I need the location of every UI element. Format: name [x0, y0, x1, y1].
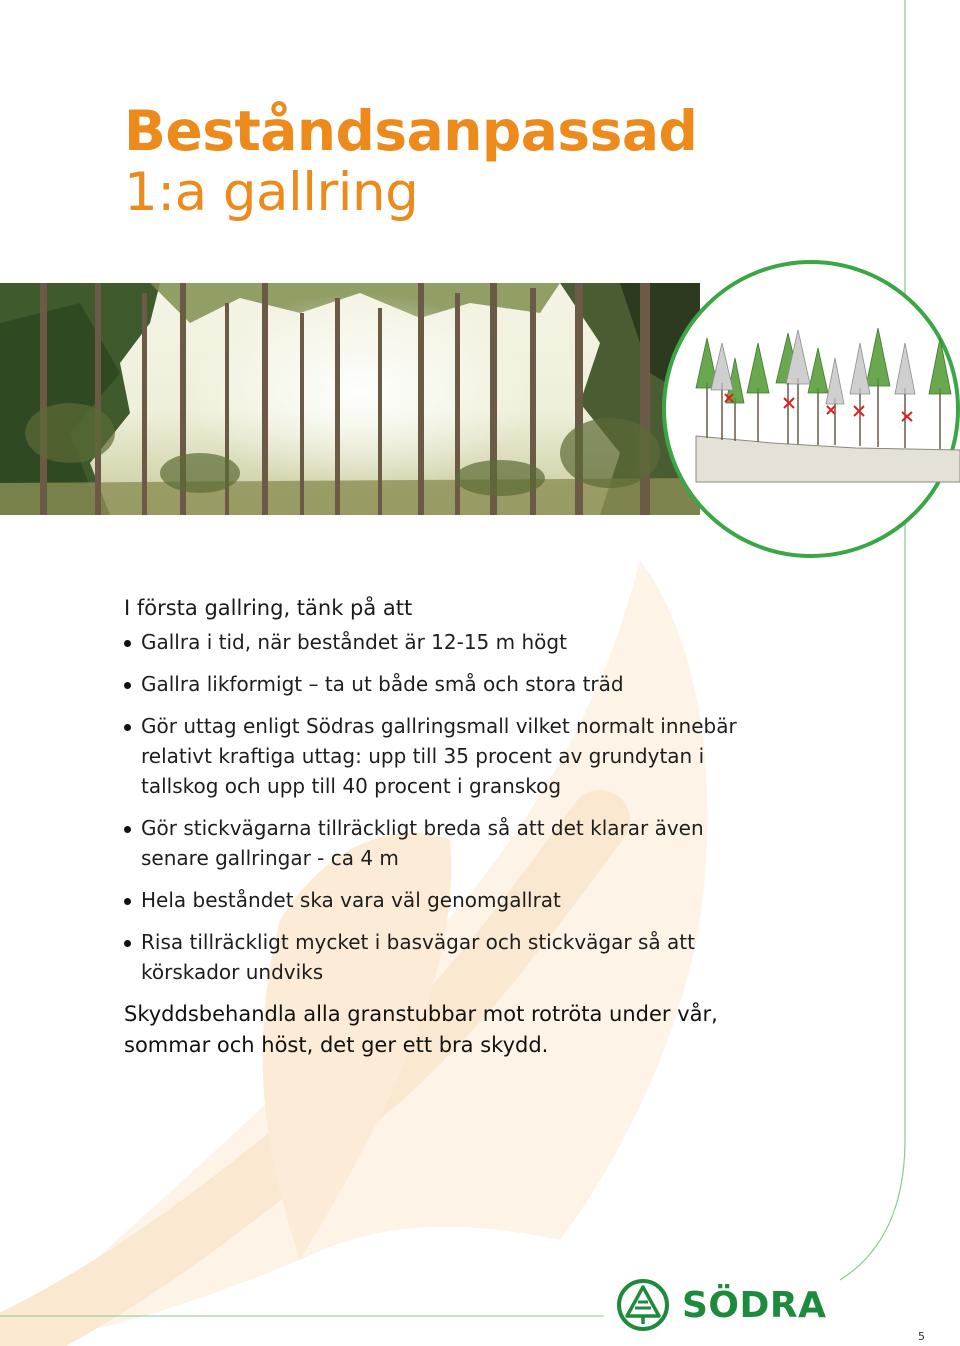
forest-photo — [0, 283, 700, 515]
content — [124, 593, 764, 1061]
list-item — [124, 627, 764, 657]
logo-text: SÖDRA — [682, 1284, 827, 1326]
lead-text: I första gallring, tänk på att — [124, 596, 413, 620]
closing-text: Skyddsbehandla alla granstubbar mot rotröta under vår, sommar och höst, det ger ett bra skydd. — [124, 1002, 718, 1057]
bullet-text: Gör stickvägarna tillräckligt breda så att det klarar även senare gallringar - ca 4 m — [141, 816, 704, 870]
list-item — [124, 813, 764, 873]
thinning-illustration — [660, 258, 960, 560]
bullet-text: Gallra likformigt – ta ut både små och stora träd — [141, 672, 624, 696]
bullet-text: Gallra i tid, när beståndet är 12-15 m högt — [141, 630, 567, 654]
bullet-icon — [124, 898, 131, 905]
bullet-icon — [124, 724, 131, 731]
bullet-text: Hela beståndet ska vara väl genomgallrat — [141, 888, 561, 912]
list-item — [124, 711, 764, 801]
list-item — [124, 669, 764, 699]
bullet-icon — [124, 682, 131, 689]
bullet-icon — [124, 826, 131, 833]
sodra-triangle-logo-icon — [616, 1278, 670, 1332]
list-item — [124, 885, 764, 915]
page-number: 5 — [918, 1330, 925, 1343]
sodra-logo — [616, 1276, 827, 1334]
bullet-text: Gör uttag enligt Södras gallringsmall vilket normalt innebär relativt kraftiga uttag: upp till 35 procent av grundytan i tallskog och upp till 40 procent i granskog — [141, 714, 737, 798]
bullet-icon — [124, 940, 131, 947]
title-block — [124, 100, 697, 224]
list-item — [124, 927, 764, 987]
bullet-list — [124, 627, 764, 987]
bullet-icon — [124, 640, 131, 647]
bullet-text: Risa tillräckligt mycket i basvägar och stickvägar så att körskador undviks — [141, 930, 695, 984]
page-subtitle: 1:a gallring — [124, 162, 419, 223]
page-title: Beståndsanpassad — [124, 99, 698, 163]
